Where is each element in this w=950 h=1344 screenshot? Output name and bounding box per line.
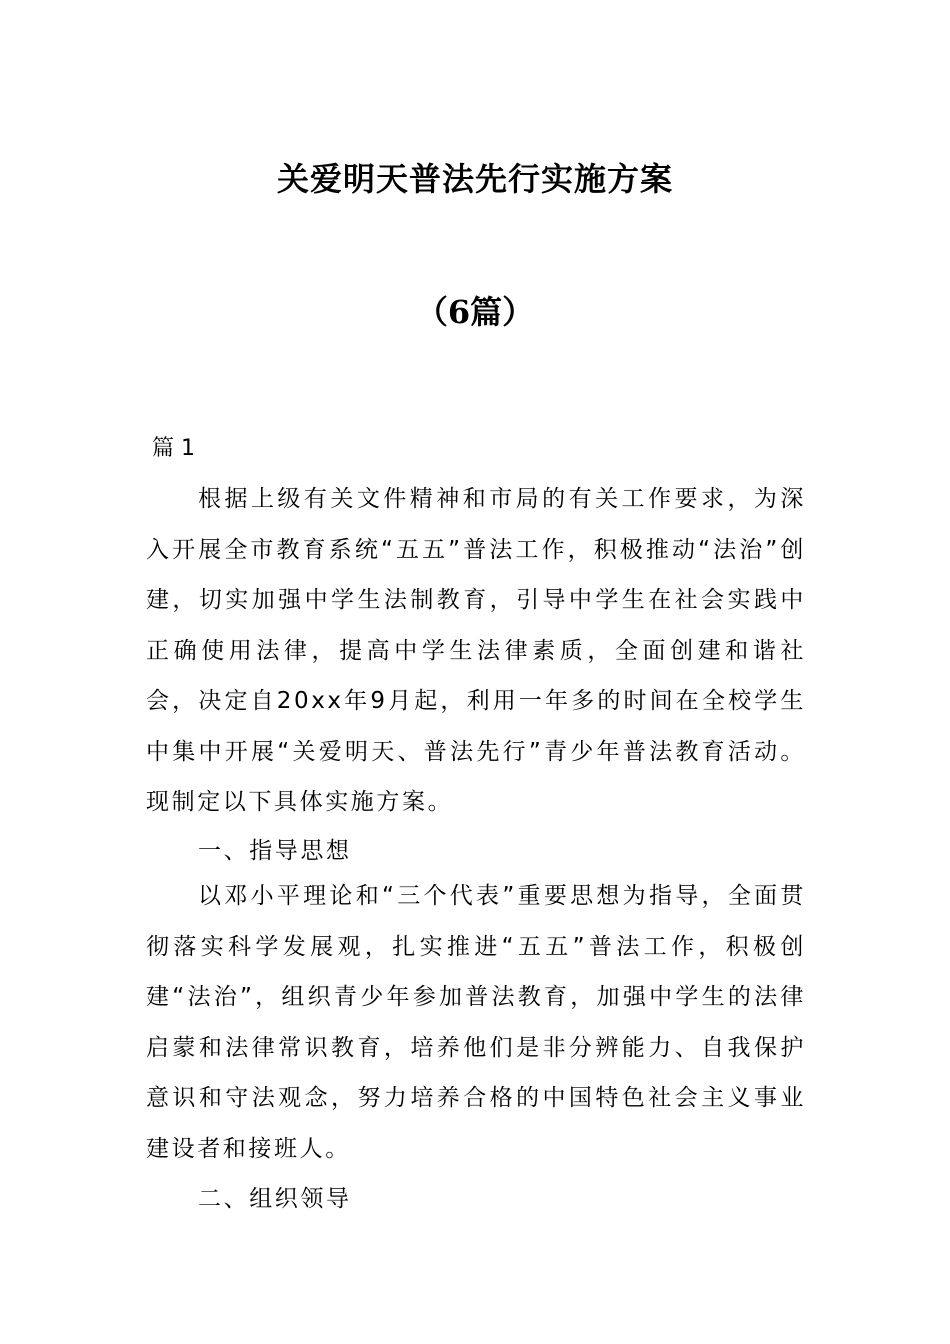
document-subtitle: （6篇）	[415, 293, 535, 331]
paragraph-guiding-block	[146, 871, 806, 1174]
paragraph-guiding: 以邓小平理论和“三个代表”重要思想为指导，全面贯彻落实科学发展观，扎实推进“五五”普法工作，积极创建“法治”，组织青少年参加普法教育，加强中学生的法律启蒙和法律常识教育，培养他们是非分辨能力、自我保护意识和守法观念，努力培养合格的中国特色社会主义事业建设者和接班人。	[146, 883, 806, 1162]
paragraph-intro: 根据上级有关文件精神和市局的有关工作要求，为深入开展全市教育系统“五五”普法工作，积极推动“法治”创建，切实加强中学生法制教育，引导中学生在社会实践中正确使用法律，提高中学生法律素质，全面创建和谐社会，决定自20xx年9月起，利用一年多的时间在全校学生中集中开展“关爱明天、普法先行”青少年普法教育活动。现制定以下具体实施方案。	[146, 486, 806, 815]
paragraph-intro-block	[146, 474, 806, 828]
heading-organization: 二、组织领导	[198, 1186, 352, 1212]
document-title: 关爱明天普法先行实施方案	[276, 160, 673, 198]
heading-guiding-ideology: 一、指导思想	[198, 838, 352, 864]
section-label: 篇 1	[152, 436, 195, 461]
